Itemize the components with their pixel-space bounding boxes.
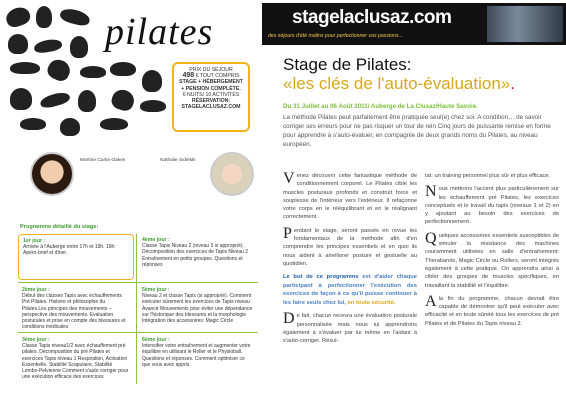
programme-day-1: 1er jour : Arrivée à l'Auberge entre 17h et 19h. 19h: Apéro-brief et dîner. [18, 234, 134, 280]
portrait-caption-nathalie: Nathalie Sidelski [160, 158, 196, 163]
price-box [172, 62, 250, 132]
portrait-caption-martine: Martine Curtis-Oakes [80, 158, 126, 163]
paragraph: tat: un training personnel plus sûr et plus efficace. [425, 173, 551, 179]
paragraph: De fait, chacun recevra une évaluation posturale personnalisée mais nous lui apprendrons également à s'évaluer par lui même en l'aidant à s'auto-corriger. Résul- [283, 310, 417, 345]
article-column-1 [283, 172, 417, 350]
intro-text: La méthode Pilates peut parfaitement être pratiquée seul(e) chez soi. A condition… de savoir corriger ses erreurs pour ne pas risquer un tour de rein Cinq jours de puissante remise en forme pour apprendre à s'auto-évaluer, en compagnie de deux grands noms du Pilates, au niveau européen. [283, 114, 551, 148]
price-includes-2: + PENSION COMPLÈTE. [181, 85, 241, 92]
article-column-2 [425, 172, 559, 333]
banner-title[interactable]: stagelaclusaz.com [292, 7, 452, 28]
programme-day-4: 4ème jour : Classe Tapis Niveau 2 (niveau 3 si approprié). Décomposition des exercices de Tapis Niveau 2 Entraînement en petits groupes. Questions et réponses [142, 237, 249, 268]
price-includes-1: STAGE + HÉBERGEMENT [179, 79, 243, 86]
portrait-nathalie [210, 152, 254, 196]
reservation-link[interactable]: STAGELACLUSAZ.COM [181, 104, 241, 111]
programme-day-6: 6ème jour : Intensifier votre entraînement et augmenter votre équilibre en utilisant le Roller et le Physioball. Questions et réponses. Comment optimiser ce que vous avez appris. [142, 337, 251, 368]
programme-day-5: 5ème jour : Niveau 2 et classe Tapis (si approprié). Comment exécuter sûrement les exercices de Tapis niveau Avancé Mouvements pour éviter une dépendance sur l'historique des blessures et la morphologie Intégration des accessoires: Magic Circle [142, 287, 253, 325]
paragraph: Nous mettrons l'accent plus particulièrement sur les échauffement pré Pilates, les exercices conceptuels et le travail du tapis (niveaux 1 et 2) en y ajoutant au besoin des exercices de perfectionnement. [425, 183, 559, 226]
left-column [0, 0, 258, 400]
price-label: PRIX DU SÉJOUR [189, 67, 233, 73]
paragraph: Ala fin du programme, chacun devrait être capable de démontrer qu'il peut exécuter avec efficacité et en toute sûreté tous les exercices de pré Pilates et de Pilates du Tapis niveau 2. [425, 292, 559, 327]
programme-day-2: 2ème jour : Début des classes Tapis avec échauffements Pré Pilates. Histoire et philosophie du Pilates.Les principes des mouvements – perspective des mouvements. Evaluation posturales et prise en compte des blessures et conditions médicales [22, 287, 126, 331]
paragraph: Pendant le stage, seront passés en revue les fondamentaux de la méthode afin d'en comprendre les principes essentiels et en quoi ils nous aident à améliorer posture et gestuelle au quotidien. [283, 224, 417, 267]
stage-dates: Du 31 Juillet au 06 Août 2011/ Auberge de La Clusaz/Haute Savoie. [283, 103, 478, 110]
heading-sub: «les clés de l'auto-évaluation». [283, 74, 515, 93]
price-suffix: € TOUT COMPRIS [195, 73, 240, 80]
paragraph: Quelques accessoires essentiels susceptibles de simuler la résistance des machines couramment utilisées en salle d'entraînement: Therabands, Magic Circle ou Rollers, seront intégrés également à cette pratique. On apprendra ainsi à cibler des groupes de muscles spécifiques, en travaillant la stabilité et l'équilibre. [425, 229, 559, 289]
programme-day-3: 3ème jour : Classe Tapis niveau1/2 avec échauffement pré pilates. Décomposition du pré Pilates et exercices Tapis niveau 1 Respiration, Activation Essentielle, Stabilité Scapulaire, Stabilité Lombo-Pelvienne Comment s'auto corriger pour une exécution efficace des exercices [22, 337, 129, 381]
portrait-martine [30, 152, 74, 196]
price-amount: 498 [182, 72, 195, 80]
paragraph: Venez découvrir cette fantastique méthode de conditionnement corporel. Le Pilates cible les muscles posturaux profonds et construit force et souplesse de l'intérieur vers l'extérieur. Il refaçonne votre corps en le rééquilibrant et en le réalignant correctement. [283, 170, 417, 221]
programme-title: Programme détaillé du stage: [20, 224, 99, 230]
page-title: pilates [105, 11, 214, 53]
programme-grid [18, 234, 258, 384]
banner-subtitle: des séjours d'été malins pour perfectionner vos passions... [268, 33, 403, 39]
banner-photo [487, 6, 563, 42]
heading-main: Stage de Pilates: [283, 55, 412, 74]
banner [262, 3, 566, 45]
reservation-label: RÉSERVATION: [191, 98, 231, 105]
price-nights: 6 NUITS/ 10 ACTIVITÉS [182, 91, 240, 98]
callout: Le but de ce programme est d'aider chaque participant à perfectionner l'exécution des exercices de façon à ce qu'il puisse continuer à les faire seuls chez lui, en toute sécurité. [283, 274, 417, 306]
